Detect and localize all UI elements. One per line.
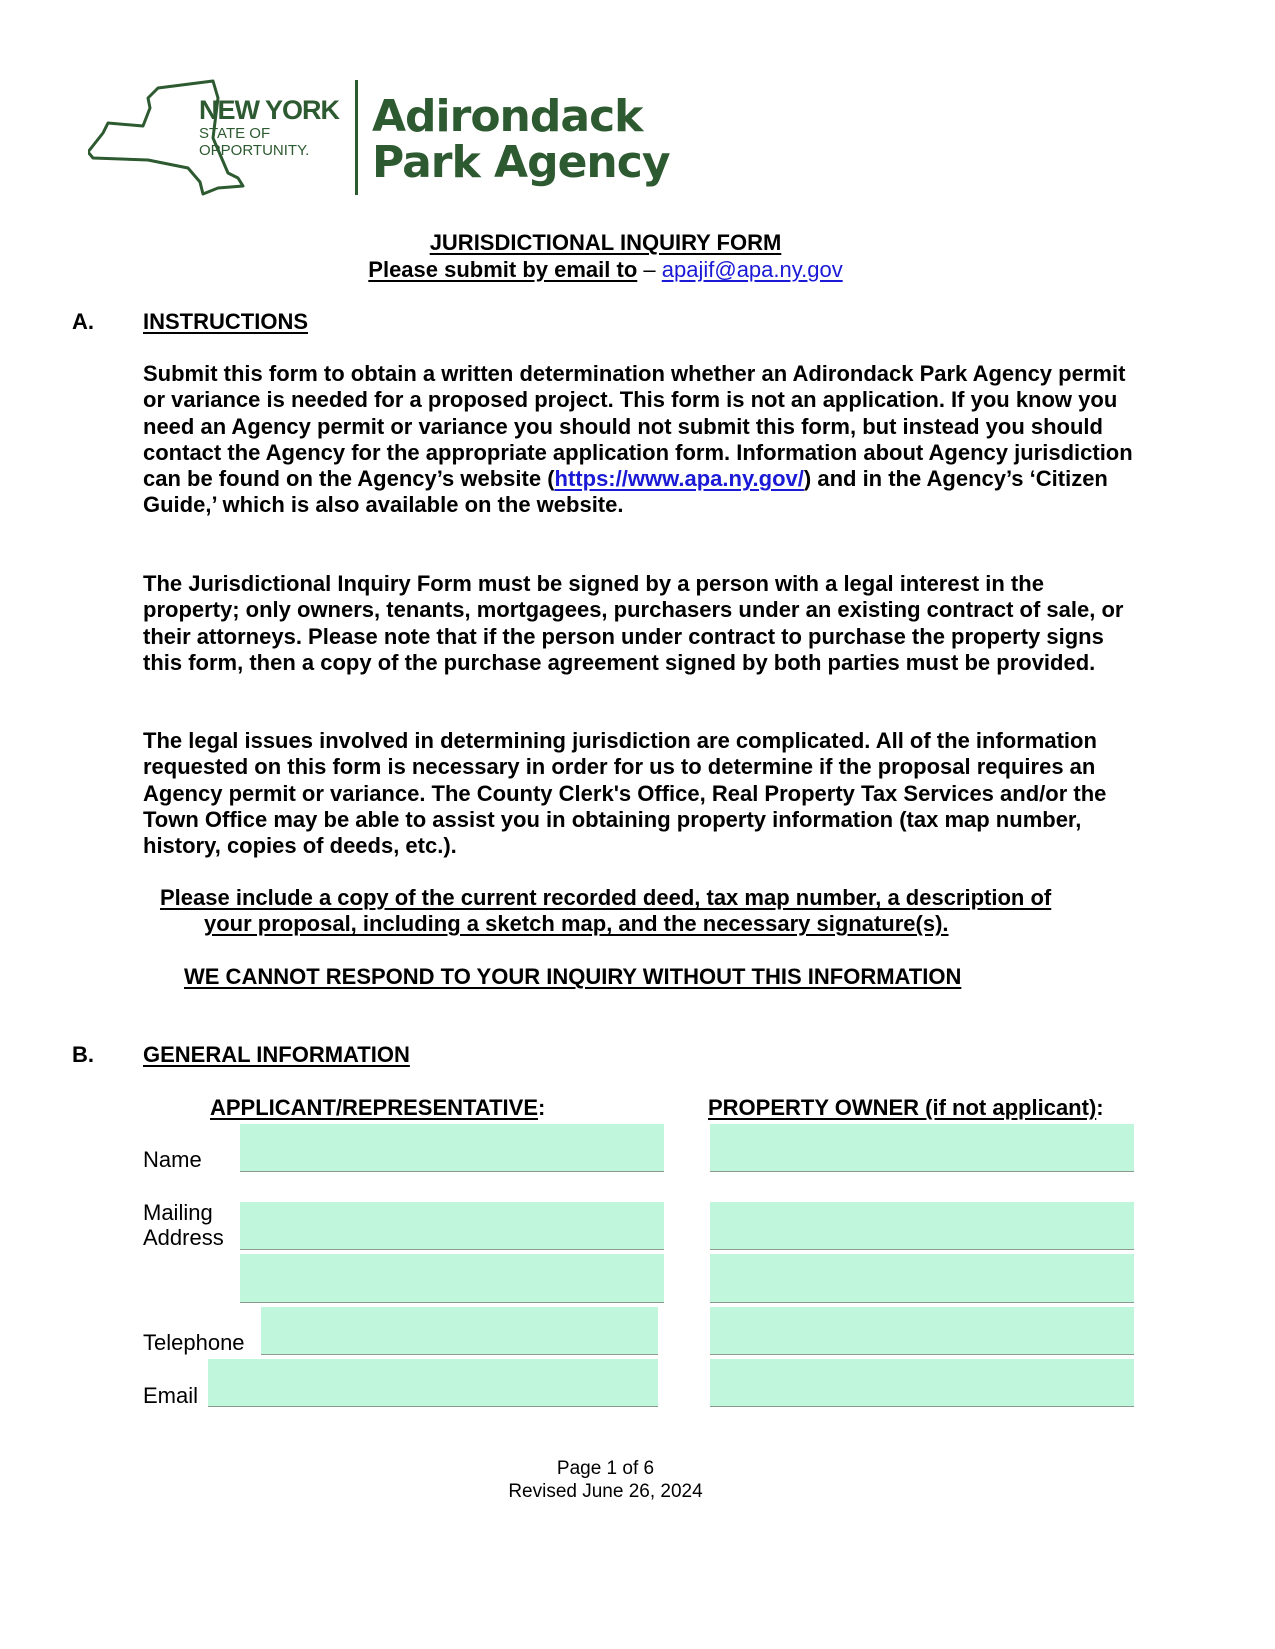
logo-divider <box>355 80 358 195</box>
nys-logo-line2: STATE OF <box>199 125 271 142</box>
telephone-label: Telephone <box>143 1330 245 1355</box>
form-title: JURISDICTIONAL INQUIRY FORM <box>429 230 782 255</box>
agency-website-link[interactable]: https://www.apa.ny.gov/ <box>554 466 804 492</box>
p1-text-before-link: Submit this form to obtain a written determination whether an Adirondack Park Agency permit or variance is needed for a proposed project. This form is not an application. If you know you need an Agency permit or variance you should not submit this form, but instead you should contact the Agency for the appropriate application form. Information about Agency jurisdiction can be found on the Agency’s website ( <box>143 361 1133 492</box>
submit-label: Please submit by email to <box>368 257 638 282</box>
nys-logo-line3: OPPORTUNITY. <box>199 142 310 159</box>
p1-text-after-link: ) and in the Agency’s ‘Citizen Guide,’ which is also available on the website. <box>143 466 1108 518</box>
owner-name-field[interactable] <box>710 1124 1134 1172</box>
nys-logo-line1: NEW YORK <box>199 95 340 125</box>
applicant-heading: APPLICANT/REPRESENTATIVE: <box>210 1095 546 1120</box>
name-label: Name <box>143 1147 202 1172</box>
owner-address-line1-field[interactable] <box>710 1202 1134 1250</box>
submit-line <box>0 257 1211 283</box>
submit-email-link[interactable]: apajif@apa.ny.gov <box>661 257 843 282</box>
applicant-name-field[interactable] <box>240 1124 664 1172</box>
instructions-paragraph-1 <box>143 361 1143 519</box>
section-a-letter: A. <box>72 309 94 334</box>
page-number: Page 1 of 6 <box>556 1458 655 1479</box>
notice-line-2: your proposal, including a sketch map, and the necessary signature(s). <box>204 911 949 936</box>
section-b-letter: B. <box>72 1042 94 1067</box>
notice-line-1: Please include a copy of the current recorded deed, tax map number, a description of <box>160 885 1052 910</box>
agency-name-line1: Adirondack <box>372 91 643 142</box>
instructions-paragraph-3: The legal issues involved in determining jurisdiction are complicated. All of the information requested on this form is necessary in order for us to determine if the proposal requires an Agency permit or variance. The County Clerk's Office, Real Property Tax Services and/or the Town Office may be able to assist you in obtaining property information (tax map number, history, copies of deeds, etc.). <box>143 728 1107 859</box>
applicant-email-field[interactable] <box>208 1359 658 1407</box>
email-label: Email <box>143 1383 199 1408</box>
applicant-address-line1-field[interactable] <box>240 1202 664 1250</box>
applicant-address-line2-field[interactable] <box>240 1254 664 1303</box>
revision-date: Revised June 26, 2024 <box>508 1481 703 1502</box>
address-label: Address <box>143 1225 224 1250</box>
section-b-heading: GENERAL INFORMATION <box>143 1042 410 1067</box>
section-a-heading: INSTRUCTIONS <box>143 309 308 334</box>
owner-address-line2-field[interactable] <box>710 1254 1134 1303</box>
mailing-label: Mailing <box>143 1200 213 1225</box>
warning-text: WE CANNOT RESPOND TO YOUR INQUIRY WITHOUT THIS INFORMATION <box>184 964 962 989</box>
submit-dash: – <box>643 257 656 282</box>
owner-heading: PROPERTY OWNER (if not applicant): <box>708 1095 1104 1120</box>
owner-email-field[interactable] <box>710 1359 1134 1407</box>
instructions-paragraph-2: The Jurisdictional Inquiry Form must be signed by a person with a legal interest in the property; only owners, tenants, mortgagees, purchasers under an existing contract of sale, or their attorneys. Please note that if the person under contract to purchase the property signs this form, then a copy of the purchase agreement signed by both parties must be provided. <box>143 571 1124 675</box>
owner-telephone-field[interactable] <box>710 1307 1134 1355</box>
agency-name-line2: Park Agency <box>372 137 670 188</box>
applicant-telephone-field[interactable] <box>261 1307 658 1355</box>
